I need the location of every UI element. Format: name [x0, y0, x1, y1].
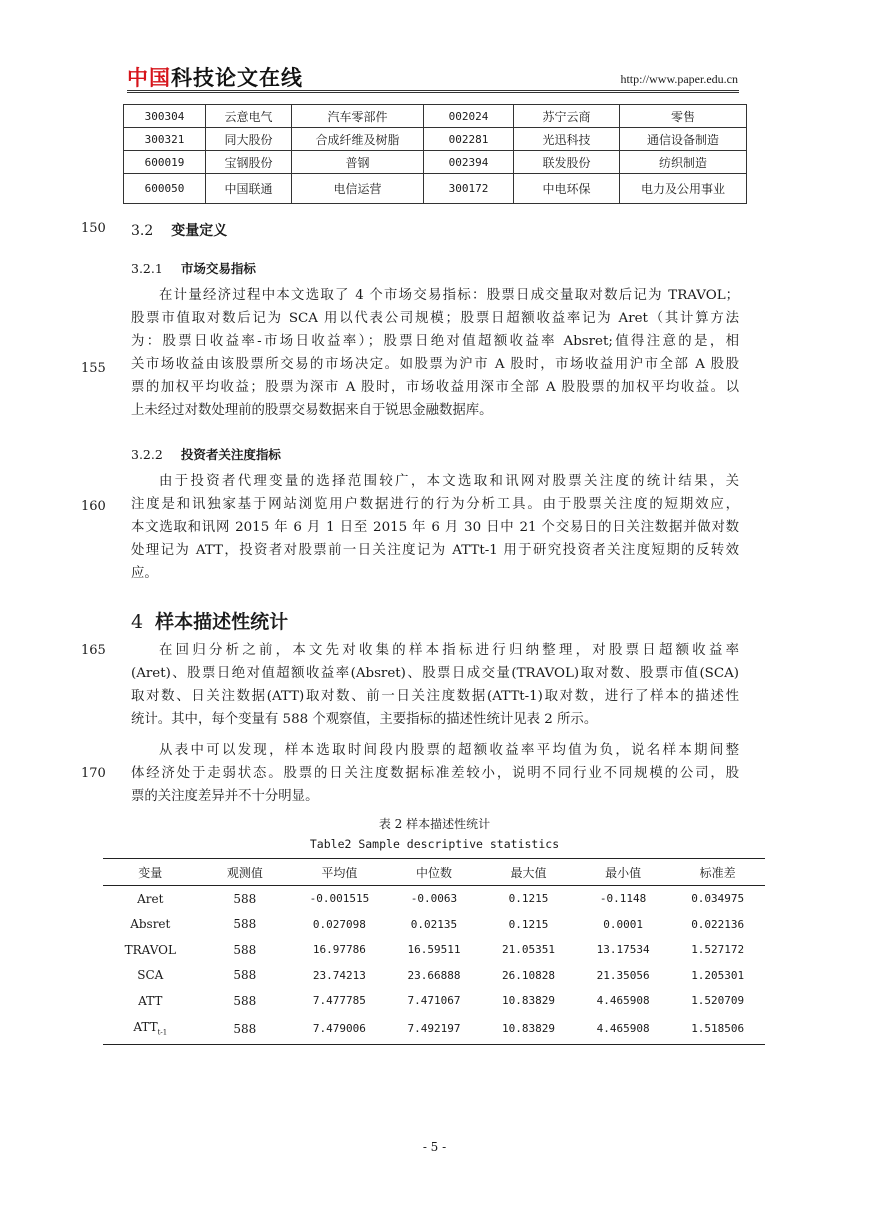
table-cell: 26.10828 — [502, 968, 556, 982]
table-cell: Absret — [130, 917, 171, 932]
table-cell: 联发股份 — [514, 151, 620, 174]
table-caption-en: Table2 Sample descriptive statistics — [309, 837, 560, 851]
table-cell: ATT — [138, 993, 163, 1008]
paragraph-attention-indicators — [131, 470, 739, 585]
column-header: 变量 — [103, 859, 198, 886]
table-cell: 0.022136 — [691, 917, 745, 931]
section-title: 样本描述性统计 — [155, 611, 289, 633]
table-cell: 苏宁云商 — [514, 105, 620, 128]
journal-logo — [127, 62, 303, 92]
section-number: 3.2 — [131, 223, 154, 239]
table-cell: 300304 — [124, 105, 206, 128]
table-cell: 7.479006 — [292, 1014, 387, 1045]
table-cell: 普钢 — [292, 151, 424, 174]
table-cell: 同大股份 — [206, 128, 292, 151]
section-number: 3.2.1 — [131, 261, 163, 276]
text-line: 注度是和讯独家基于网站浏览用户数据进行的行为分析工具。由于股票关注度的短期效应， — [131, 497, 739, 512]
section-title: 投资者关注度指标 — [180, 447, 281, 462]
table-row — [103, 963, 765, 989]
line-number: 150 — [81, 221, 106, 236]
text-line: 体经济处于走弱状态。股票的日关注度数据标准差较小，说明不同行业不同规模的公司，股 — [131, 766, 739, 781]
logo-red-text: 中国 — [127, 66, 171, 90]
text-line: 取对数、日关注数据(ATT)取对数、前一日关注度数据(ATTt-1)取对数，进行了样本的描述性 — [131, 689, 739, 704]
descriptive-statistics-table — [103, 858, 765, 1045]
header-divider — [127, 90, 739, 91]
table-cell: 23.74213 — [312, 968, 366, 982]
table-cell: 13.17534 — [596, 943, 650, 957]
text-line: 从表中可以发现，样本选取时间段内股票的超额收益率平均值为负，说名样本期间整 — [159, 743, 739, 758]
table-row — [103, 1014, 765, 1045]
variable-name: ATT — [133, 1020, 158, 1035]
table-cell: 23.66888 — [407, 968, 461, 982]
table-cell: TRAVOL — [124, 942, 176, 957]
section-heading-3-2-1 — [131, 259, 256, 277]
table-cell: 0.0001 — [603, 917, 643, 931]
table-cell: 002394 — [424, 151, 514, 174]
table-cell: 云意电气 — [206, 105, 292, 128]
paragraph-findings — [131, 739, 739, 808]
line-number: 160 — [81, 499, 106, 514]
text-line: 在计量经济过程中本文选取了 4 个市场交易指标：股票日成交量取对数后记为 TRAVOL； — [159, 288, 739, 303]
header-url[interactable]: http://www.paper.edu.cn — [620, 72, 738, 86]
text-line: 在回归分析之前，本文先对收集的样本指标进行归纳整理，对股票日超额收益率 — [159, 643, 739, 658]
text-line: 股票市值取对数后记为 SCA 用以代表公司规模；股票日超额收益率记为 Aret（其计算方法 — [131, 311, 739, 326]
table-cell: 7.471067 — [407, 994, 461, 1008]
paragraph-market-indicators — [131, 284, 739, 422]
text-line: 票的关注度差异并不十分明显。 — [131, 789, 319, 804]
table-row — [124, 105, 747, 128]
table-cell: 0.034975 — [691, 892, 745, 906]
table-cell: 宝钢股份 — [206, 151, 292, 174]
table-cell: 21.35056 — [596, 968, 650, 982]
table-row — [103, 912, 765, 938]
line-number: 155 — [81, 361, 106, 376]
text-line: 本文选取和讯网 2015 年 6 月 1 日至 2015 年 6 月 30 日中 21 个交易日的日关注数据并做对数 — [131, 520, 739, 535]
table-cell: 7.492197 — [387, 1014, 482, 1045]
column-header: 平均值 — [292, 859, 387, 886]
line-number: 170 — [81, 766, 106, 781]
section-heading-3-2 — [131, 220, 227, 240]
table-cell: 通信设备制造 — [620, 128, 747, 151]
column-header: 最大值 — [481, 859, 576, 886]
text-line: 应。 — [131, 566, 158, 581]
table-cell: 中国联通 — [206, 174, 292, 204]
table-cell: 10.83829 — [481, 1014, 576, 1045]
section-number: 4 — [131, 611, 144, 633]
table-cell: Aret — [137, 891, 164, 906]
table-cell: 300172 — [424, 174, 514, 204]
table-cell: 中电环保 — [514, 174, 620, 204]
section-number: 3.2.2 — [131, 447, 163, 462]
section-heading-4 — [131, 607, 288, 634]
table-cell: 纺织制造 — [620, 151, 747, 174]
text-line: 为：股票日收益率-市场日收益率）；股票日绝对值超额收益率 Absret;值得注意的是，相 — [131, 334, 739, 349]
table-row — [103, 886, 765, 912]
company-table — [123, 104, 747, 204]
table-cell: 588 — [233, 917, 257, 932]
table-row — [103, 988, 765, 1014]
table-cell: 588 — [233, 993, 257, 1008]
table-row — [103, 937, 765, 963]
table-cell: 光迅科技 — [514, 128, 620, 151]
table-cell: 0.027098 — [312, 917, 366, 931]
table-cell: -0.1148 — [599, 892, 647, 906]
table-cell: 300321 — [124, 128, 206, 151]
text-line: 统计。其中，每个变量有 588 个观察值，主要指标的描述性统计见表 2 所示。 — [131, 712, 598, 727]
text-line: 由于投资者代理变量的选择范围较广，本文选取和讯网对股票关注度的统计结果，关 — [159, 474, 739, 489]
column-header: 最小值 — [576, 859, 671, 886]
table-cell: 0.1215 — [508, 917, 549, 931]
table-cell: 21.05351 — [502, 943, 556, 957]
table-cell: 1.205301 — [691, 968, 745, 982]
table-cell: 4.465908 — [576, 1014, 671, 1045]
header-divider-2 — [127, 92, 739, 93]
paragraph-descriptive-intro — [131, 639, 739, 731]
table-cell: 588 — [198, 1014, 293, 1045]
table-cell: 1.520709 — [691, 994, 745, 1008]
text-line: 上未经过对数处理前的股票交易数据来自于锐思金融数据库。 — [131, 403, 493, 418]
table-cell: 零售 — [620, 105, 747, 128]
column-header: 标准差 — [670, 859, 765, 886]
table-cell: 1.527172 — [691, 943, 745, 957]
table-cell: 16.97786 — [312, 943, 366, 957]
table-row — [124, 128, 747, 151]
variable-subscript: t-1 — [157, 1028, 168, 1037]
logo-black-text: 科技论文在线 — [171, 66, 303, 90]
page-number: - 5 - — [422, 1140, 447, 1154]
table-cell: -0.0063 — [410, 892, 458, 906]
column-header: 观测值 — [198, 859, 293, 886]
line-number: 165 — [81, 643, 106, 658]
table-cell: 002281 — [424, 128, 514, 151]
table-cell: 0.1215 — [508, 892, 549, 906]
table-cell: 7.477785 — [312, 994, 366, 1008]
text-line: 处理记为 ATT，投资者对股票前一日关注度记为 ATTt-1 用于研究投资者关注度短期的反转效 — [131, 543, 739, 558]
table-cell: 588 — [233, 891, 257, 906]
table-cell: 汽车零部件 — [292, 105, 424, 128]
table-cell: 002024 — [424, 105, 514, 128]
table-cell: 588 — [233, 942, 257, 957]
table-cell: 1.518506 — [670, 1014, 765, 1045]
table-cell: 合成纤维及树脂 — [292, 128, 424, 151]
table-cell: SCA — [137, 968, 164, 983]
table-cell: -0.001515 — [309, 892, 370, 906]
table-header-row — [103, 859, 765, 886]
table-cell: 16.59511 — [407, 943, 461, 957]
variable-name-cell — [103, 1014, 198, 1045]
table-cell: 600019 — [124, 151, 206, 174]
table-cell: 588 — [233, 968, 257, 983]
column-header: 中位数 — [387, 859, 482, 886]
table-caption-cn: 表 2 样本描述性统计 — [378, 817, 491, 831]
section-title: 变量定义 — [171, 223, 228, 239]
table-cell: 电力及公用事业 — [620, 174, 747, 204]
table-cell: 600050 — [124, 174, 206, 204]
table-row — [124, 151, 747, 174]
table-cell: 电信运营 — [292, 174, 424, 204]
table-cell: 4.465908 — [596, 994, 650, 1008]
section-title: 市场交易指标 — [180, 261, 256, 276]
text-line: 关市场收益由该股票所交易的市场决定。如股票为沪市 A 股时，市场收益用沪市全部 A 股股 — [131, 357, 739, 372]
table-cell: 10.83829 — [502, 994, 556, 1008]
text-line: 票的加权平均收益；股票为深市 A 股时，市场收益用深市全部 A 股股票的加权平均收益。以 — [131, 380, 739, 395]
section-heading-3-2-2 — [131, 445, 281, 463]
table-row — [124, 174, 747, 204]
text-line: (Aret)、股票日绝对值超额收益率(Absret)、股票日成交量(TRAVOL)取对数、股票市值(SCA) — [131, 666, 739, 681]
table-cell: 0.02135 — [410, 917, 458, 931]
